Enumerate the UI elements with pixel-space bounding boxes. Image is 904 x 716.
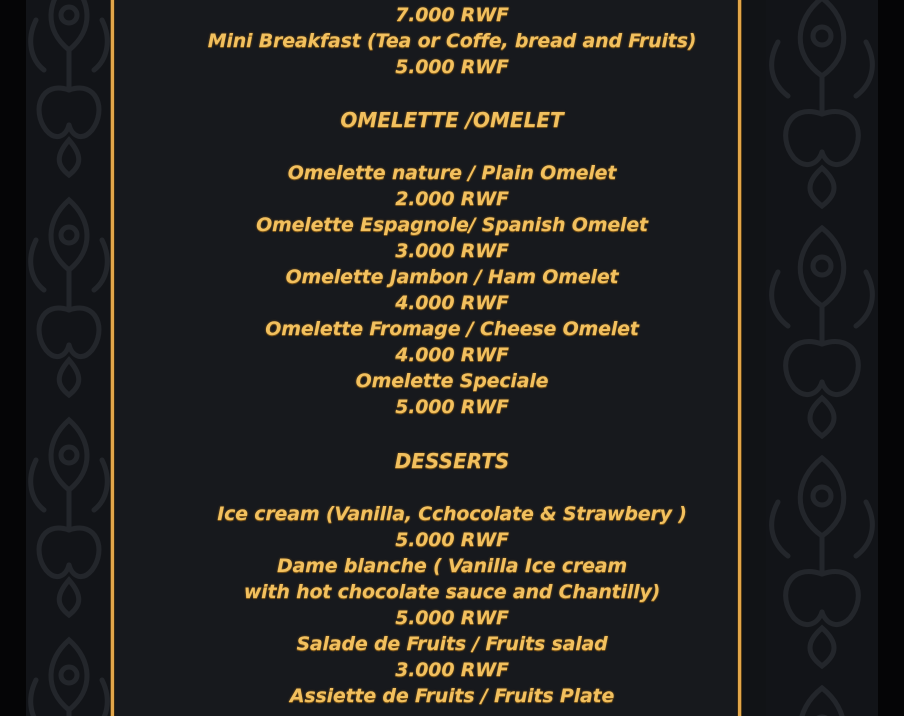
omelette-item-price: 3.000 RWF — [395, 240, 509, 262]
omelette-item-name: Omelette Jambon / Ham Omelet — [285, 266, 619, 288]
dessert-item-name: Dame blanche ( Vanilla Ice cream — [276, 555, 628, 577]
omelette-item-name: Omelette Espagnole/ Spanish Omelet — [256, 214, 648, 236]
dessert-item-price: 3.000 RWF — [395, 659, 509, 681]
omelette-item-name: Omelette Fromage / Cheese Omelet — [265, 318, 639, 340]
omelette-item-price: 2.000 RWF — [395, 188, 509, 210]
breakfast-price: 7.000 RWF — [395, 4, 509, 26]
dessert-item-name: Salade de Fruits / Fruits salad — [296, 633, 608, 655]
dessert-item-name: Assiette de Fruits / Fruits Plate — [289, 685, 615, 707]
omelette-item-name: Omelette nature / Plain Omelet — [287, 162, 617, 184]
dessert-item-name: Ice cream (Vanilla, Cchocolate & Strawbery ) — [217, 503, 687, 525]
omelette-section-title: OMELETTE /OMELET — [340, 108, 564, 132]
omelette-item-price: 4.000 RWF — [395, 344, 509, 366]
omelette-item-name: Omelette Speciale — [355, 370, 549, 392]
dessert-item-price: 5.000 RWF — [395, 607, 509, 629]
dessert-item-name-line2: with hot chocolate sauce and Chantilly) — [243, 581, 661, 603]
mini-breakfast-price: 5.000 RWF — [395, 56, 509, 78]
omelette-item-price: 5.000 RWF — [395, 396, 509, 418]
dessert-item-price: 5.000 RWF — [395, 529, 509, 551]
desserts-section-title: DESSERTS — [394, 449, 510, 473]
omelette-item-price: 4.000 RWF — [395, 292, 509, 314]
mini-breakfast-name: Mini Breakfast (Tea or Coffe, bread and Fruits) — [207, 30, 697, 52]
